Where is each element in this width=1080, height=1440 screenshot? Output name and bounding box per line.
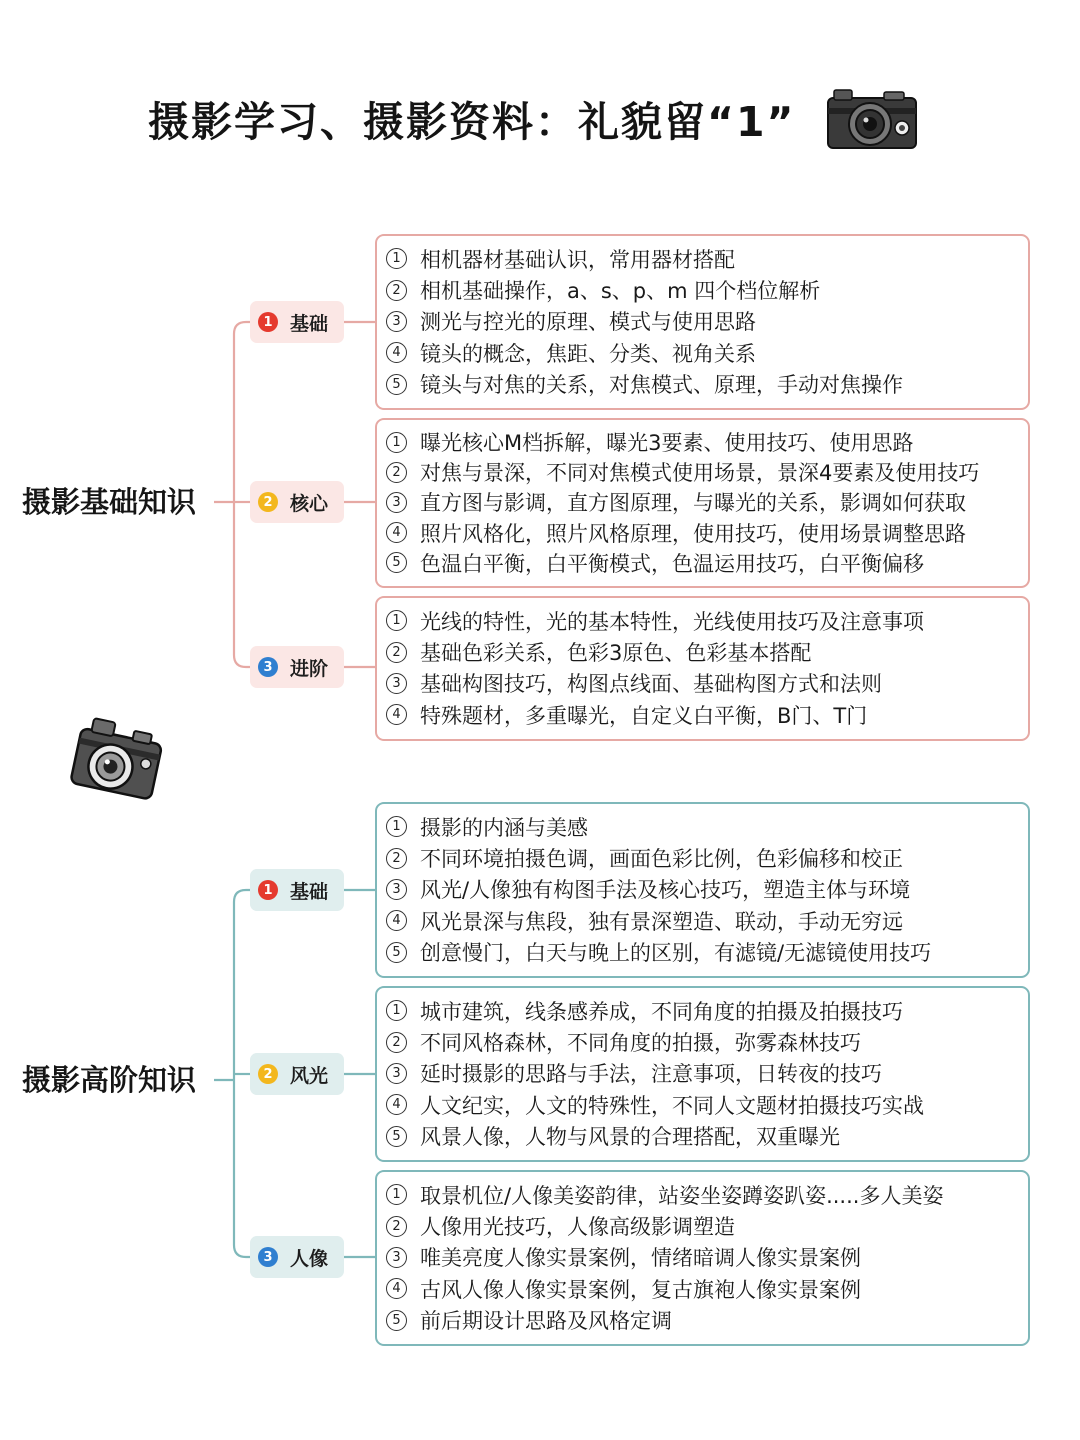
item-number: 1 bbox=[386, 248, 407, 269]
item-number: 4 bbox=[386, 522, 407, 543]
item-number: 3 bbox=[386, 673, 407, 694]
item-number: 5 bbox=[386, 1310, 407, 1331]
node-label: 基础 bbox=[290, 312, 329, 335]
item-text: 创意慢门，白天与晚上的区别，有滤镜/无滤镜使用技巧 bbox=[420, 941, 932, 966]
item-number: 4 bbox=[386, 342, 407, 363]
node-label: 基础 bbox=[290, 880, 329, 903]
list-item bbox=[386, 369, 1028, 400]
item-text: 摄影的内涵与美感 bbox=[420, 815, 588, 840]
list-item bbox=[386, 548, 1028, 578]
item-text: 曝光核心M档拆解，曝光3要素、使用技巧、使用思路 bbox=[420, 431, 914, 456]
item-number: 2 bbox=[386, 1216, 407, 1237]
item-number: 5 bbox=[386, 1126, 407, 1147]
list-item bbox=[386, 1089, 1028, 1120]
list-item bbox=[386, 636, 1028, 667]
item-text: 光线的特性，光的基本特性，光线使用技巧及注意事项 bbox=[420, 609, 924, 634]
item-text: 照片风格化，照片风格原理，使用技巧，使用场景调整思路 bbox=[420, 521, 966, 546]
list-item bbox=[386, 1026, 1028, 1057]
list-item bbox=[386, 1058, 1028, 1089]
item-number: 2 bbox=[386, 848, 407, 869]
item-text: 镜头的概念，焦距、分类、视角关系 bbox=[420, 341, 756, 366]
list-item bbox=[386, 1210, 1028, 1241]
item-text: 特殊题材，多重曝光，自定义白平衡，B门、T门 bbox=[420, 703, 868, 728]
list-item bbox=[386, 487, 1028, 517]
item-number: 5 bbox=[386, 374, 407, 395]
topic-box bbox=[375, 234, 1030, 410]
node-basic-foundation bbox=[250, 301, 344, 343]
node-label: 风光 bbox=[290, 1064, 329, 1087]
item-text: 城市建筑，线条感养成，不同角度的拍摄及拍摄技巧 bbox=[420, 999, 903, 1024]
item-number: 4 bbox=[386, 1278, 407, 1299]
list-item bbox=[386, 243, 1028, 274]
list-item bbox=[386, 1242, 1028, 1273]
list-item bbox=[386, 668, 1028, 699]
list-item bbox=[386, 995, 1028, 1026]
node-label: 人像 bbox=[290, 1247, 329, 1270]
list-item bbox=[386, 842, 1028, 873]
item-text: 直方图与影调，直方图原理，与曝光的关系，影调如何获取 bbox=[420, 491, 966, 516]
item-text: 风景人像，人物与风景的合理搭配，双重曝光 bbox=[420, 1125, 840, 1150]
topic-box bbox=[375, 418, 1030, 588]
topic-box bbox=[375, 802, 1030, 978]
list-item bbox=[386, 1305, 1028, 1336]
item-text: 基础构图技巧，构图点线面、基础构图方式和法则 bbox=[420, 672, 882, 697]
badge-number: 3 bbox=[258, 657, 278, 677]
badge-number: 2 bbox=[258, 492, 278, 512]
node-basic-advanced bbox=[250, 646, 344, 688]
list-item bbox=[386, 1273, 1028, 1304]
item-text: 基础色彩关系，色彩3原色、色彩基本搭配 bbox=[420, 641, 812, 666]
item-number: 3 bbox=[386, 492, 407, 513]
node-advanced-landscape bbox=[250, 1053, 344, 1095]
item-number: 3 bbox=[386, 311, 407, 332]
item-number: 4 bbox=[386, 910, 407, 931]
list-item bbox=[386, 699, 1028, 730]
item-number: 3 bbox=[386, 879, 407, 900]
item-text: 人像用光技巧，人像高级影调塑造 bbox=[420, 1215, 735, 1240]
item-text: 人文纪实，人文的特殊性，不同人文题材拍摄技巧实战 bbox=[420, 1093, 924, 1118]
item-text: 取景机位/人像美姿韵律，站姿坐姿蹲姿趴姿.....多人美姿 bbox=[420, 1183, 944, 1208]
item-text: 不同风格森林，不同角度的拍摄，弥雾森林技巧 bbox=[420, 1031, 861, 1056]
node-advanced-foundation bbox=[250, 869, 344, 911]
node-advanced-portrait bbox=[250, 1236, 344, 1278]
list-item bbox=[386, 306, 1028, 337]
item-text: 延时摄影的思路与手法，注意事项，日转夜的技巧 bbox=[420, 1062, 882, 1087]
section-label-advanced: 摄影高阶知识 bbox=[22, 1063, 197, 1097]
item-number: 4 bbox=[386, 704, 407, 725]
item-number: 2 bbox=[386, 280, 407, 301]
item-number: 1 bbox=[386, 1184, 407, 1205]
badge-number: 3 bbox=[258, 1247, 278, 1267]
item-text: 测光与控光的原理、模式与使用思路 bbox=[420, 310, 756, 335]
page-title: 摄影学习、摄影资料：礼貌留“1” bbox=[148, 98, 796, 146]
list-item bbox=[386, 1121, 1028, 1152]
list-item bbox=[386, 937, 1028, 968]
item-number: 3 bbox=[386, 1247, 407, 1268]
item-text: 前后期设计思路及风格定调 bbox=[420, 1309, 672, 1334]
list-item bbox=[386, 337, 1028, 368]
item-text: 风光/人像独有构图手法及核心技巧，塑造主体与环境 bbox=[420, 878, 911, 903]
badge-number: 1 bbox=[258, 312, 278, 332]
list-item bbox=[386, 457, 1028, 487]
item-text: 色温白平衡，白平衡模式，色温运用技巧，白平衡偏移 bbox=[420, 551, 924, 576]
list-item bbox=[386, 874, 1028, 905]
item-number: 1 bbox=[386, 816, 407, 837]
item-number: 2 bbox=[386, 1032, 407, 1053]
item-text: 风光景深与焦段，独有景深塑造、联动，手动无穷远 bbox=[420, 909, 903, 934]
list-item bbox=[386, 905, 1028, 936]
section-label-basic: 摄影基础知识 bbox=[22, 485, 197, 519]
item-number: 5 bbox=[386, 552, 407, 573]
node-label: 进阶 bbox=[290, 657, 329, 680]
item-number: 3 bbox=[386, 1063, 407, 1084]
topic-box bbox=[375, 1170, 1030, 1346]
item-text: 不同环境拍摄色调，画面色彩比例，色彩偏移和校正 bbox=[420, 847, 903, 872]
item-number: 1 bbox=[386, 432, 407, 453]
item-text: 镜头与对焦的关系，对焦模式、原理，手动对焦操作 bbox=[420, 373, 903, 398]
item-text: 古风人像人像实景案例，复古旗袍人像实景案例 bbox=[420, 1277, 861, 1302]
item-number: 1 bbox=[386, 610, 407, 631]
topic-box bbox=[375, 986, 1030, 1162]
badge-number: 2 bbox=[258, 1064, 278, 1084]
item-number: 1 bbox=[386, 1000, 407, 1021]
topic-box bbox=[375, 596, 1030, 741]
item-number: 4 bbox=[386, 1094, 407, 1115]
list-item bbox=[386, 427, 1028, 457]
item-text: 对焦与景深，不同对焦模式使用场景，景深4要素及使用技巧 bbox=[420, 461, 980, 486]
list-item bbox=[386, 274, 1028, 305]
node-label: 核心 bbox=[290, 492, 329, 515]
item-text: 相机器材基础认识，常用器材搭配 bbox=[420, 247, 735, 272]
list-item bbox=[386, 605, 1028, 636]
list-item bbox=[386, 1179, 1028, 1210]
list-item bbox=[386, 811, 1028, 842]
item-number: 2 bbox=[386, 462, 407, 483]
list-item bbox=[386, 518, 1028, 548]
item-text: 相机基础操作，a、s、p、m 四个档位解析 bbox=[420, 279, 821, 304]
badge-number: 1 bbox=[258, 880, 278, 900]
item-text: 唯美亮度人像实景案例，情绪暗调人像实景案例 bbox=[420, 1246, 861, 1271]
item-number: 2 bbox=[386, 642, 407, 663]
node-basic-core bbox=[250, 481, 344, 523]
item-number: 5 bbox=[386, 942, 407, 963]
